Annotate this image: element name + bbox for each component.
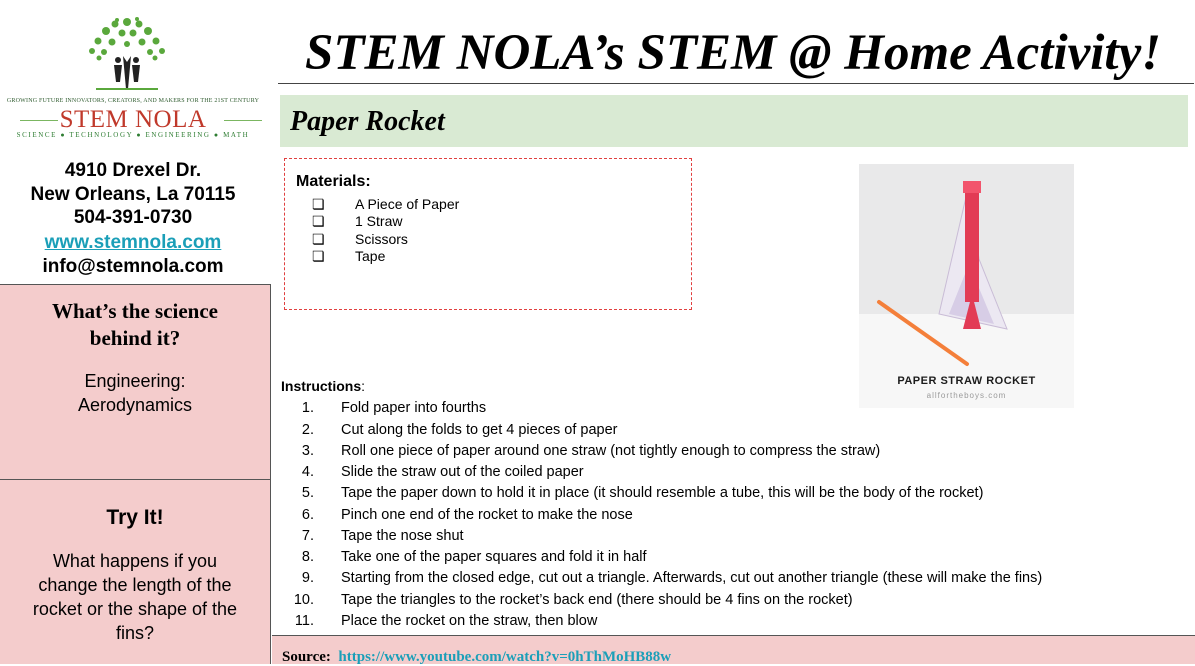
title-divider bbox=[278, 83, 1194, 84]
instruction-step bbox=[290, 613, 597, 629]
instruction-step bbox=[290, 443, 880, 459]
materials-title: Materials: bbox=[296, 173, 371, 190]
science-text-line-2: Aerodynamics bbox=[77, 395, 193, 415]
step-number: 9. bbox=[301, 570, 314, 586]
activity-title: Paper Rocket bbox=[290, 106, 445, 137]
material-label: A Piece of Paper bbox=[355, 196, 460, 212]
page-title: STEM NOLA’s STEM @ Home Activity! bbox=[305, 25, 1162, 81]
phone-number: 504-391-0730 bbox=[73, 207, 193, 228]
step-text: Tape the paper down to hold it in place (it should resemble a tube, this will be the body of the rocket) bbox=[341, 485, 984, 501]
material-item bbox=[312, 231, 408, 248]
try-it-text-line-1: What happens if you bbox=[52, 551, 218, 571]
instruction-step bbox=[290, 570, 1042, 586]
step-number: 2. bbox=[301, 422, 314, 438]
material-label: 1 Straw bbox=[355, 213, 403, 229]
email-address: info@stemnola.com bbox=[42, 256, 224, 277]
step-number: 6. bbox=[301, 507, 314, 523]
step-number: 5. bbox=[301, 485, 314, 501]
checkbox-icon: ❏ bbox=[312, 196, 325, 212]
step-text: Pinch one end of the rocket to make the nose bbox=[341, 507, 633, 523]
try-it-panel bbox=[0, 479, 271, 664]
photo-caption: PAPER STRAW ROCKET bbox=[897, 375, 1036, 387]
instructions-colon: : bbox=[361, 378, 366, 394]
instruction-step bbox=[290, 485, 983, 501]
paper-rocket-image bbox=[859, 164, 1074, 408]
material-label: Scissors bbox=[355, 231, 408, 247]
material-item bbox=[312, 213, 402, 230]
instruction-step bbox=[290, 422, 618, 438]
step-number: 8. bbox=[301, 549, 314, 565]
source-link[interactable]: https://www.youtube.com/watch?v=0hThMoHB88w bbox=[338, 649, 672, 665]
try-it-text-line-4: fins? bbox=[115, 623, 155, 643]
checkbox-icon: ❏ bbox=[312, 231, 325, 247]
material-item bbox=[312, 196, 459, 213]
logo-subjects: SCIENCE ● TECHNOLOGY ● ENGINEERING ● MATH bbox=[16, 131, 250, 139]
rocket-photo bbox=[859, 164, 1074, 408]
instructions-title: Instructions bbox=[281, 378, 362, 394]
instruction-step bbox=[290, 549, 647, 565]
step-number: 7. bbox=[301, 528, 314, 544]
science-heading-line-2: behind it? bbox=[89, 326, 181, 350]
instruction-step bbox=[290, 528, 464, 544]
step-text: Tape the nose shut bbox=[341, 528, 464, 544]
step-number: 1. bbox=[301, 400, 314, 416]
try-it-text-line-3: rocket or the shape of the bbox=[32, 599, 238, 619]
science-heading-line-1: What’s the science bbox=[51, 299, 219, 323]
photo-credit: allfortheboys.com bbox=[926, 391, 1007, 400]
instruction-step bbox=[290, 464, 584, 480]
step-text: Place the rocket on the straw, then blow bbox=[341, 613, 598, 629]
checkbox-icon: ❏ bbox=[312, 248, 325, 264]
step-number: 3. bbox=[301, 443, 314, 459]
material-item bbox=[312, 248, 385, 265]
instruction-step bbox=[290, 592, 853, 608]
step-text: Starting from the closed edge, cut out a triangle. Afterwards, cut out another triangle (these will make the fins) bbox=[341, 570, 1043, 586]
step-text: Tape the triangles to the rocket’s back end (there should be 4 fins on the rocket) bbox=[341, 592, 853, 608]
instruction-step bbox=[290, 400, 486, 416]
step-text: Take one of the paper squares and fold it in half bbox=[341, 549, 647, 565]
material-label: Tape bbox=[355, 248, 386, 264]
tree-logo-icon bbox=[82, 14, 172, 90]
step-number: 10. bbox=[293, 592, 314, 608]
try-it-heading: Try It! bbox=[106, 506, 164, 529]
address-line-1: 4910 Drexel Dr. bbox=[64, 160, 202, 181]
science-panel bbox=[0, 284, 271, 479]
try-it-text-line-2: change the length of the bbox=[38, 575, 232, 595]
science-text-line-1: Engineering: bbox=[84, 371, 186, 391]
step-text: Slide the straw out of the coiled paper bbox=[341, 464, 584, 480]
checkbox-icon: ❏ bbox=[312, 213, 325, 229]
logo-tagline: GROWING FUTURE INNOVATORS, CREATORS, AND MAKERS FOR THE 21ST CENTURY bbox=[6, 98, 260, 104]
step-text: Fold paper into fourths bbox=[341, 400, 487, 416]
step-text: Roll one piece of paper around one straw (not tightly enough to compress the straw) bbox=[341, 443, 881, 459]
brand-name: STEM NOLA bbox=[59, 106, 207, 133]
website-link[interactable]: www.stemnola.com bbox=[44, 232, 222, 253]
step-number: 4. bbox=[301, 464, 314, 480]
step-number: 11. bbox=[294, 613, 314, 629]
instruction-step bbox=[290, 507, 633, 523]
source-line bbox=[282, 649, 671, 666]
source-label: Source: bbox=[282, 649, 331, 665]
address-line-2: New Orleans, La 70115 bbox=[30, 184, 236, 205]
step-text: Cut along the folds to get 4 pieces of paper bbox=[341, 422, 618, 438]
instructions-label bbox=[281, 378, 365, 394]
